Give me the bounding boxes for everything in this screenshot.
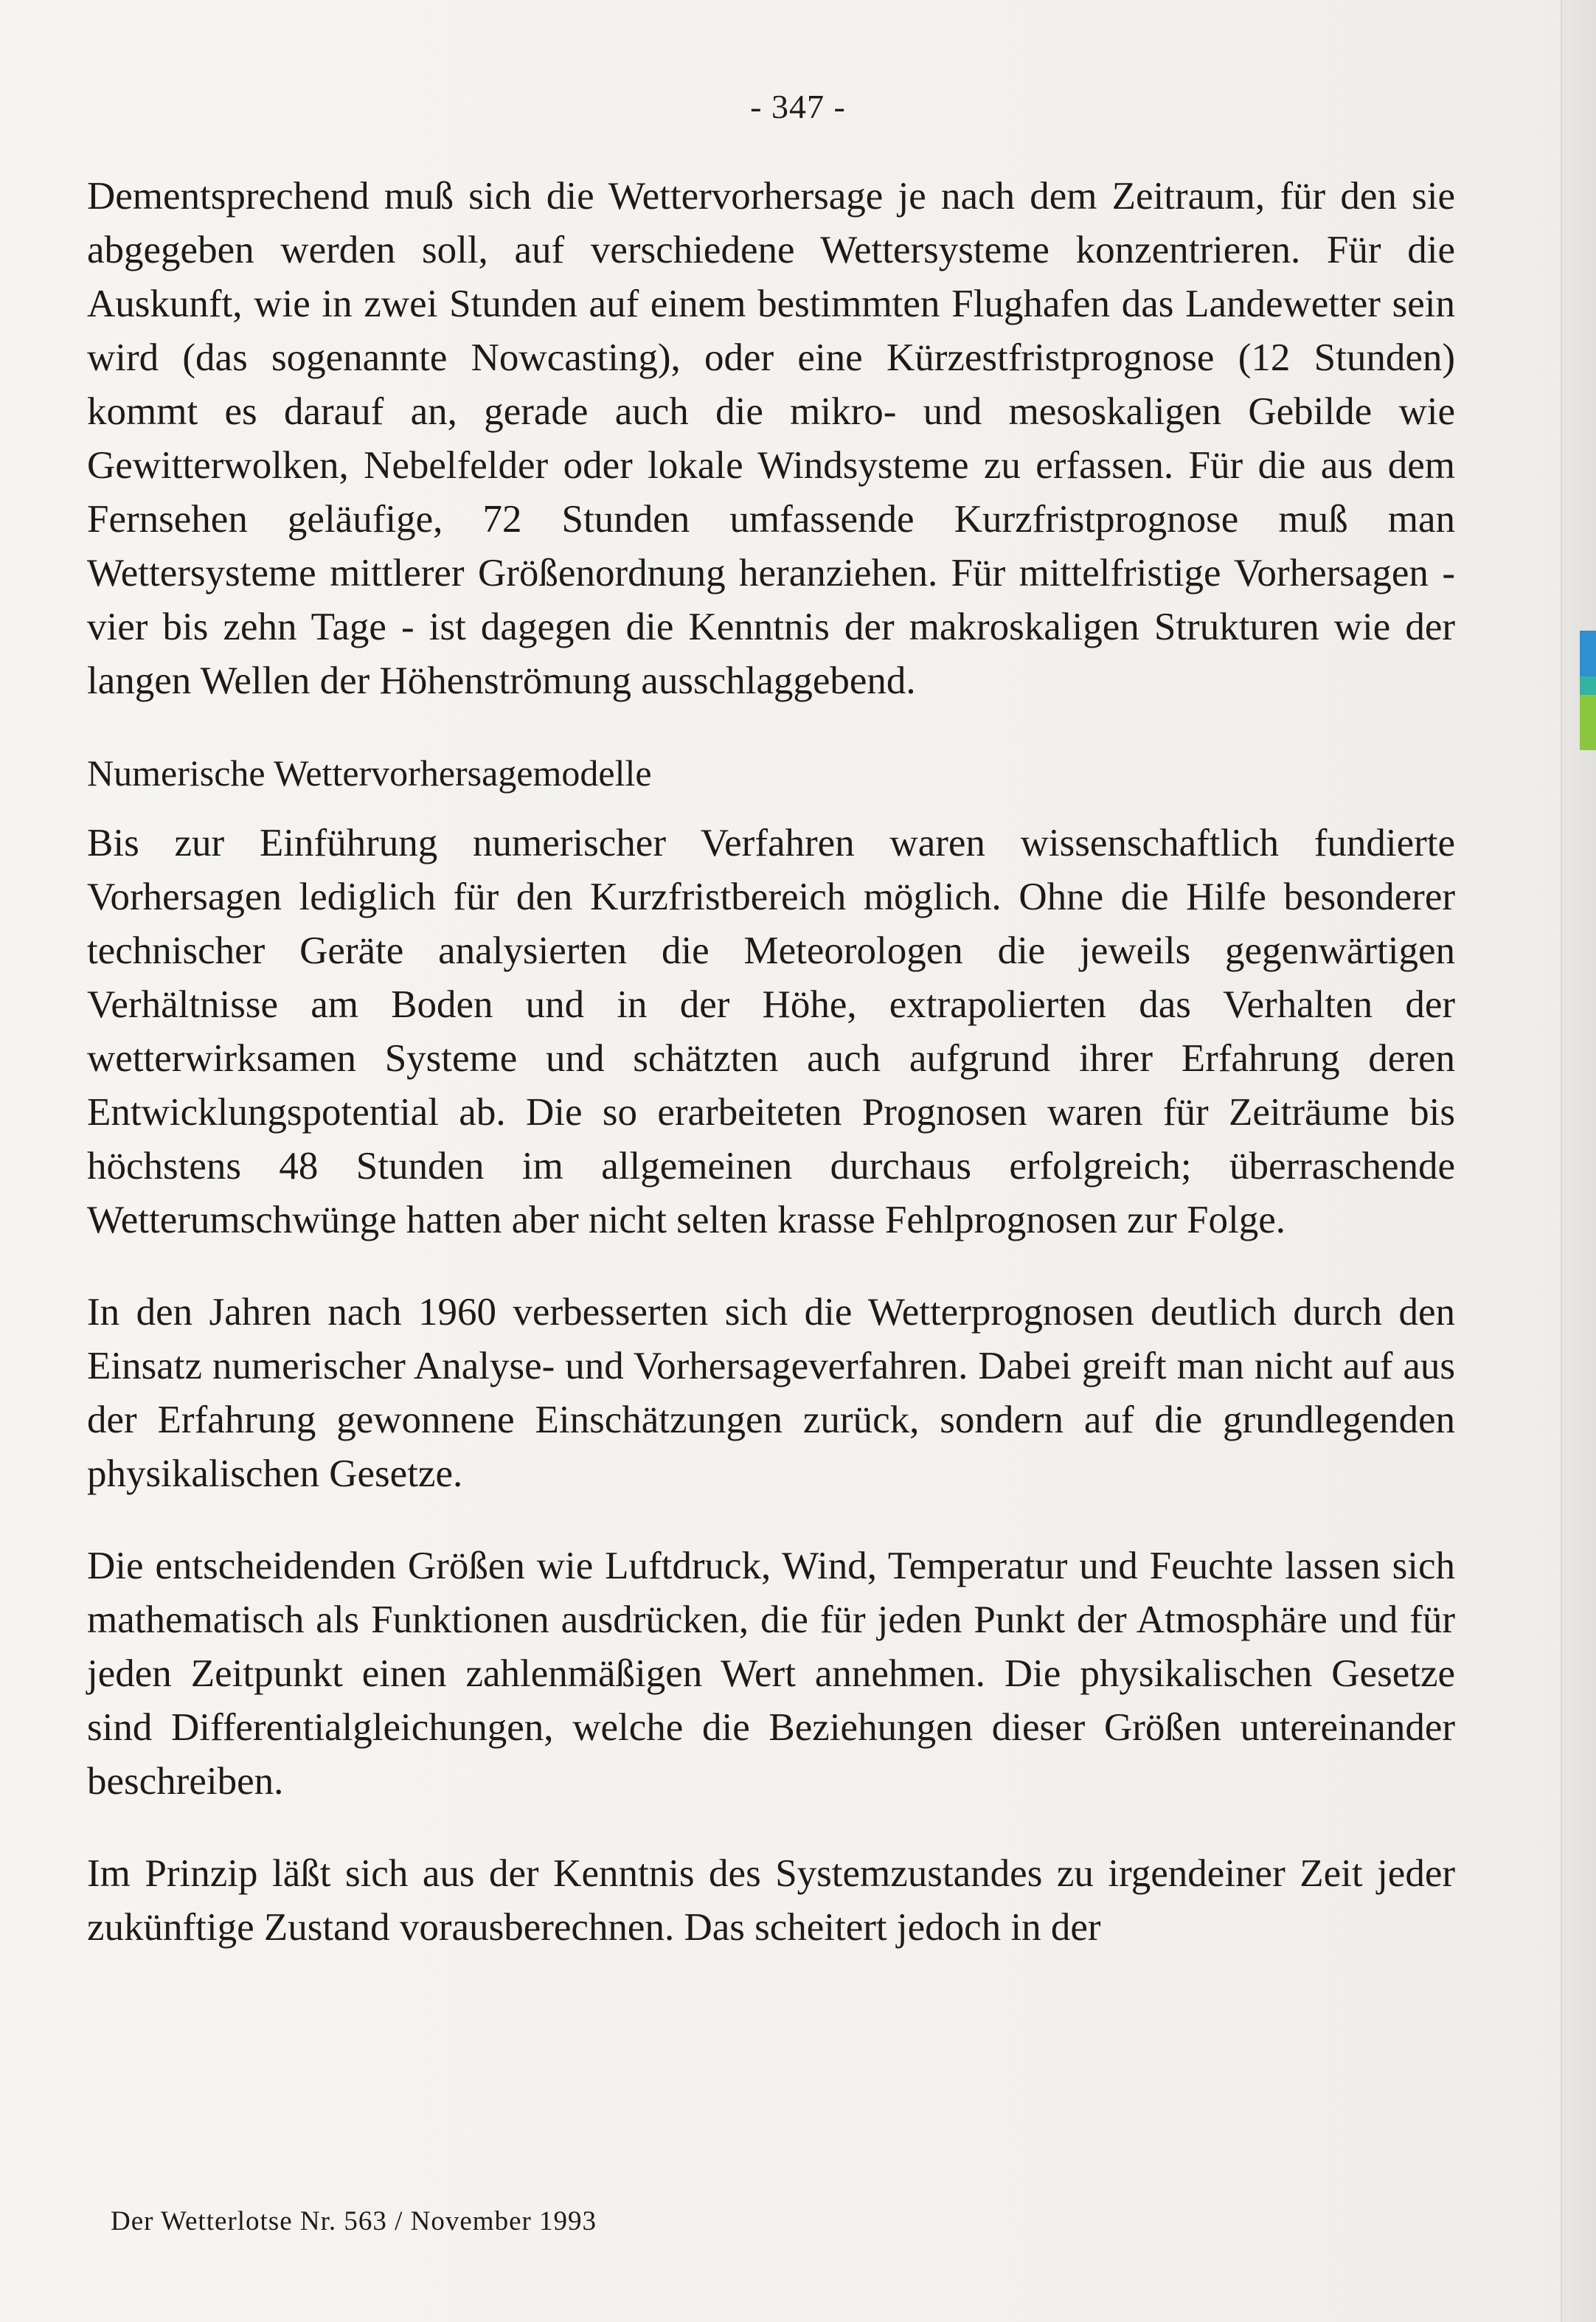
paragraph-3: In den Jahren nach 1960 verbesserten sich die Wetterprognosen deutlich durch den Einsatz numerischer Analyse- und Vorhersageverfahren. Dabei greift man nicht auf aus der Erfahrung gewonnene Einschätzungen zurück, sondern auf die grundlegenden physikalischen Gesetze. bbox=[87, 1291, 1455, 1495]
color-tab-blue bbox=[1580, 631, 1596, 676]
page-number: - 347 - bbox=[750, 88, 846, 125]
page-edge bbox=[1561, 0, 1596, 2322]
paragraph-5: Im Prinzip läßt sich aus der Kenntnis des Systemzustandes zu irgendeiner Zeit jeder zukünftige Zustand vorausberechnen. Das scheitert jedoch in der bbox=[87, 1852, 1455, 1949]
paragraph-4: Die entscheidenden Größen wie Luftdruck, Wind, Temperatur und Feuchte lassen sich mathematisch als Funktionen ausdrücken, die für jeden Punkt der Atmosphäre und für jeden Zeitpunkt einen zahlenmäßigen Wert annehmen. Die physikalischen Gesetze sind Differentialgleichungen, welche die Beziehungen dieser Größen untereinander beschreiben. bbox=[87, 1545, 1455, 1803]
body-text bbox=[87, 170, 1455, 1993]
color-tab-teal bbox=[1580, 676, 1596, 695]
section-heading: Numerische Wettervorhersagemodelle bbox=[87, 752, 652, 794]
color-tab-green bbox=[1580, 695, 1596, 750]
paragraph-1: Dementsprechend muß sich die Wettervorhersage je nach dem Zeitraum, für den sie abgegeben werden soll, auf verschiedene Wettersysteme konzentrieren. Für die Auskunft, wie in zwei Stunden auf einem bestimmten Flughafen das Landewetter sein wird (das sogenannte Nowcasting), oder eine Kürzestfristprognose (12 Stunden) kommt es darauf an, gerade auch die mikro- und mesoskaligen Gebilde wie Gewitterwolken, Nebelfelder oder lokale Windsysteme zu erfassen. Für die aus dem Fernsehen geläufige, 72 Stunden umfassende Kurzfristprognose muß man Wettersysteme mittlerer Größenordnung heranziehen. Für mittelfristige Vorhersagen - vier bis zehn Tage - ist dagegen die Kenntnis der makroskaligen Strukturen wie der langen Wellen der Höhenströmung ausschlaggebend. bbox=[87, 175, 1455, 702]
footer-citation: Der Wetterlotse Nr. 563 / November 1993 bbox=[111, 2206, 597, 2236]
paragraph-2: Bis zur Einführung numerischer Verfahren waren wissenschaftlich fundierte Vorhersagen lediglich für den Kurzfristbereich möglich. Ohne die Hilfe besonderer technischer Geräte analysierten die Meteorologen die jeweils gegenwärtigen Verhältnisse am Boden und in der Höhe, extrapolierten das Verhalten der wetterwirksamen Systeme und schätzten auch aufgrund ihrer Erfahrung deren Entwicklungspotential ab. Die so erarbeiteten Prognosen waren für Zeiträume bis höchstens 48 Stunden im allgemeinen durchaus erfolgreich; überraschende Wetterumschwünge hatten aber nicht selten krasse Fehlprognosen zur Folge. bbox=[87, 822, 1455, 1241]
